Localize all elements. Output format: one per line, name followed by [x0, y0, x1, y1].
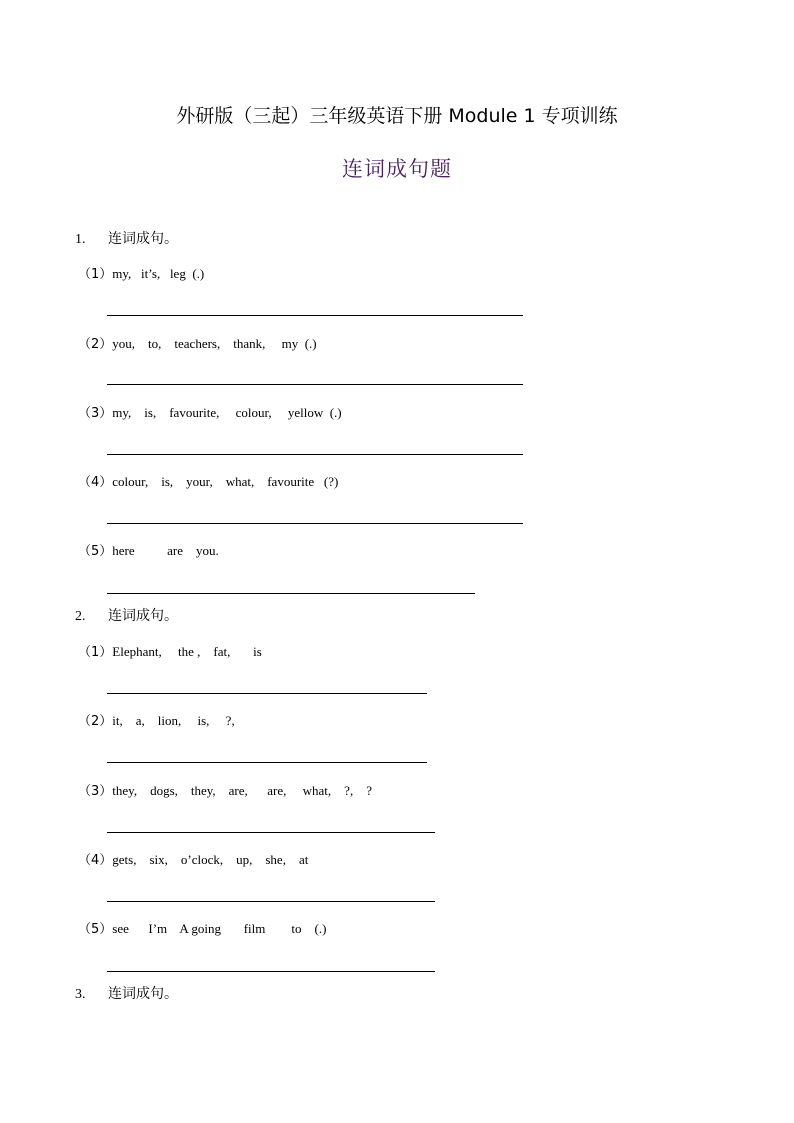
section-label: 连词成句。 — [108, 986, 178, 1002]
question-words: colour, is, your, what, favourite (?) — [112, 474, 339, 489]
question-item — [78, 710, 235, 729]
section-label: 连词成句。 — [108, 231, 178, 247]
question-words: my, is, favourite, colour, yellow (.) — [112, 405, 342, 420]
question-index: （5） — [78, 922, 113, 937]
section-3-heading — [75, 983, 178, 1003]
question-item — [78, 263, 204, 282]
section-number: 3. — [75, 987, 86, 1002]
question-index: （1） — [78, 267, 113, 282]
question-index: （4） — [78, 475, 113, 490]
answer-line[interactable] — [107, 832, 435, 833]
section-1-heading — [75, 228, 178, 248]
question-item — [78, 333, 317, 352]
question-index: （4） — [78, 853, 113, 868]
question-item — [78, 402, 342, 421]
answer-line[interactable] — [107, 384, 523, 385]
answer-line[interactable] — [107, 315, 523, 316]
answer-line[interactable] — [107, 693, 427, 694]
question-item — [78, 780, 372, 799]
question-item — [78, 471, 338, 490]
answer-line[interactable] — [107, 593, 475, 594]
question-index: （3） — [78, 784, 113, 799]
question-words: here are you. — [112, 543, 219, 558]
question-words: see I’m A going film to (.) — [112, 921, 327, 936]
question-words: gets, six, o’clock, up, she, at — [112, 852, 309, 867]
question-index: （3） — [78, 406, 113, 421]
section-number: 1. — [75, 232, 86, 247]
answer-line[interactable] — [107, 901, 435, 902]
question-index: （2） — [78, 337, 113, 352]
answer-line[interactable] — [107, 971, 435, 972]
answer-line[interactable] — [107, 454, 523, 455]
question-index: （5） — [78, 544, 113, 559]
question-item — [78, 849, 308, 868]
question-item — [78, 918, 326, 937]
question-index: （2） — [78, 714, 113, 729]
question-item — [78, 540, 219, 559]
document-subtitle: 连词成句题 — [342, 157, 452, 181]
question-words: my, it’s, leg (.) — [112, 266, 205, 281]
answer-line[interactable] — [107, 523, 523, 524]
document-title: 外研版（三起）三年级英语下册 Module 1 专项训练 — [176, 105, 618, 127]
question-words: they, dogs, they, are, are, what, ?, ? — [112, 783, 372, 798]
question-words: it, a, lion, is, ?, — [112, 713, 235, 728]
question-words: Elephant, the , fat, is — [112, 644, 262, 659]
section-label: 连词成句。 — [108, 608, 178, 624]
section-number: 2. — [75, 609, 86, 624]
question-words: you, to, teachers, thank, my (.) — [112, 336, 317, 351]
answer-line[interactable] — [107, 762, 427, 763]
question-item — [78, 641, 262, 660]
section-2-heading — [75, 605, 178, 625]
question-index: （1） — [78, 645, 113, 660]
